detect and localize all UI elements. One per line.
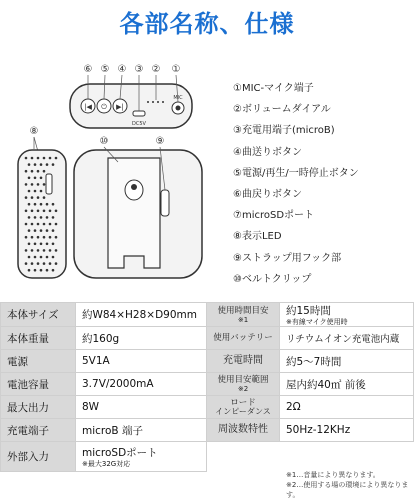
table-row [1,303,414,327]
spec-label: 本体重量 [1,327,76,350]
callout-number-5: ⑤ [100,64,110,75]
spec-label: 使用時間目安 ※1 [207,303,280,327]
callout-number-3: ③ [134,64,144,75]
spec-label: 本体サイズ [1,303,76,327]
spec-value: リチウムイオン充電池内蔵 [280,327,414,350]
spec-label: 電源 [1,350,76,373]
port-label: DC5V [132,121,146,127]
table-row [1,327,414,350]
usb-port-icon [133,111,145,116]
callout-number-2: ② [151,64,161,75]
callout-number-9: ⑨ [155,136,165,147]
callout-item: ①MIC-マイク端子 [233,83,314,94]
callout-item: ⑤電源/再生/一時停止ボタン [233,167,359,179]
spec-label: 使用バッテリー [207,327,280,350]
spec-value: 2Ω [280,396,414,419]
table-row [1,442,414,472]
spec-value: microSDポート ※最大32G対応 [76,442,207,472]
callout-item: ⑦microSDポート [233,210,315,222]
spec-empty-cell [207,442,280,472]
spec-label: 外部入力 [1,442,76,472]
callout-number-4: ④ [117,64,127,75]
callout-item: ⑥曲戻りボタン [233,188,302,200]
spec-value: 5V1A [76,350,207,373]
svg-text:|◀: |◀ [84,103,92,111]
spec-value: 屋内約40㎡ 前後 [280,373,414,396]
led-indicator-icon [46,174,52,194]
footnote: ※1…音量により異なります。 [286,471,380,479]
spec-label: 周波数特性 [207,419,280,442]
mic-label: MIC [173,95,183,101]
callout-number-8: ⑧ [29,126,39,137]
table-row [1,396,414,419]
callout-number-10: ⑩ [99,136,109,147]
spec-value: 3.7V/2000mA [76,373,207,396]
spec-label: 使用目安範囲 ※2 [207,373,280,396]
svg-text:▶|: ▶| [116,103,124,111]
spec-label: 充電時間 [207,350,280,373]
spec-empty-cell [280,442,414,472]
spec-value: microB 端子 [76,419,207,442]
callout-number-1: ① [171,64,181,75]
spec-value: 約5～7時間 [280,350,414,373]
spec-value: 8W [76,396,207,419]
page-title: 各部名称、仕様 [119,10,295,38]
spec-value: 約160g [76,327,207,350]
table-row [1,350,414,373]
spec-label: 電池容量 [1,373,76,396]
spec-value: 50Hz-12KHz [280,419,414,442]
callout-item: ④曲送りボタン [233,146,302,158]
spec-value: 約15時間 ※有線マイク使用時 [280,303,414,327]
callout-list [233,78,411,290]
table-row [1,419,414,442]
callout-number-6: ⑥ [83,64,93,75]
callout-item: ⑨ストラップ用フック部 [233,252,342,264]
footnotes [286,470,414,500]
spec-label: 充電端子 [1,419,76,442]
spec-label: ロード インピーダンス [207,396,280,419]
belt-clip-icon [108,158,160,268]
footnote: ※2…使用する場の環境により異なります。 [286,481,409,499]
speaker-side-view [18,150,66,278]
spec-value: 約W84×H28×D90mm [76,303,207,327]
table-row [1,373,414,396]
callout-item: ⑧表示LED [233,231,282,243]
callout-item: ③充電用端子(microB) [233,125,335,137]
callout-item: ⑩ベルトクリップ [233,273,312,285]
spec-table [0,302,414,472]
spec-label: 最大出力 [1,396,76,419]
callout-item: ②ボリュームダイアル [233,104,331,116]
svg-text:⏻: ⏻ [101,103,107,111]
product-diagram [0,46,230,286]
strap-hook-icon [161,190,169,216]
